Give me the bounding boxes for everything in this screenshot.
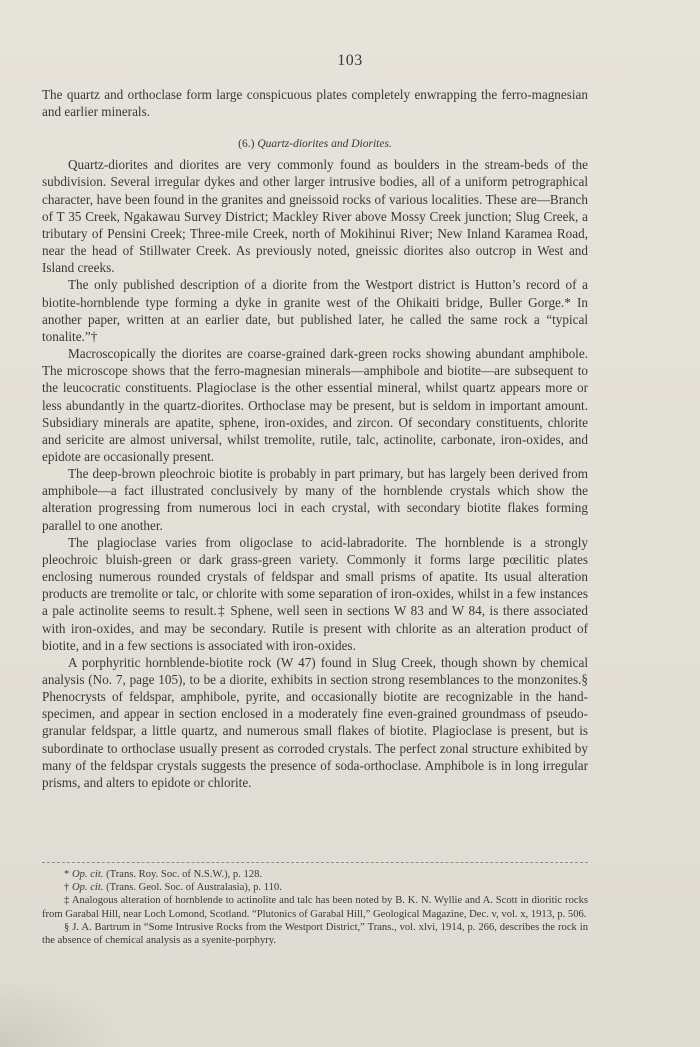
- footnote-text: Analogous alteration of hornblende to actinolite and talc has been noted by B. K. N. Wyllie and A. Scott in dioritic rocks from Garabal Hill, near Loch Lomond, Scotland. “Plutonics of Garabal Hill,” Geological Magazine, Dec. v, vol. x, 1913, p. 506.: [42, 895, 588, 920]
- footnote-text: (Trans. Geol. Soc. of Australasia), p. 110.: [106, 882, 282, 894]
- footnote-mark: *: [64, 869, 70, 880]
- footnote: [42, 868, 588, 881]
- section-number: (6.): [238, 138, 255, 151]
- footnote-text: J. A. Bartrum in “Some Intrusive Rocks from the Westport District,” Trans., vol. xlvi, 1914, p. 266, describes the rock in the absence of chemical analysis as a syenite-porphyry.: [42, 921, 588, 947]
- footnote-mark: †: [64, 882, 70, 894]
- paragraph: Macroscopically the diorites are coarse-grained dark-green rocks showing abundant amphibole. The microscope shows that the ferro-magnesian minerals—amphibole and biotite—are subsequent to the leucocratic constituents. Plagioclase is the other essential mineral, whilst quartz appears more or less abundantly in the quartz-diorites. Orthoclase may be present, but is seldom in important amount. Subsidiary minerals are apatite, sphene, iron-oxides, and zircon. Of secondary constituents, chlorite and sericite are almost universal, whilst tremolite, rutile, talc, actinolite, carbonate, iron-oxides, and epidote are occasionally present.: [42, 346, 588, 464]
- section-title: Quartz-diorites and Diorites.: [257, 138, 392, 151]
- section-heading: [42, 137, 588, 151]
- footnote: [42, 894, 588, 920]
- scan-shadow: [0, 977, 120, 1047]
- paragraph: The plagioclase varies from oligoclase to acid-labradorite. The hornblende is a strongly pleochroic bluish-green or dark grass-green variety. Commonly it forms large pœcilitic plates enclosing numerous rounded crystals of feldspar and small prisms of apatite. Its usual alteration products are tremolite or talc, or chlorite with some separation of iron-oxides, whilst in a few instances a pale actinolite seems to result.‡ Sphene, well seen in sections W 83 and W 84, is there associated with iron-oxides, and may be secondary. Rutile is present with chlorite as an alteration product of biotite, and in a few sections is associated with iron-oxides.: [42, 534, 588, 653]
- footnote-mark: ‡: [64, 895, 70, 907]
- paragraph: The deep-brown pleochroic biotite is probably in part primary, but has largely been derived from amphibole—a fact illustrated conclusively by many of the hornblende crystals which show the alteration progressing from numerous loci in each crystal, with secondary biotite flakes forming parallel to one another.: [42, 466, 588, 533]
- footnote: [42, 921, 588, 947]
- paragraph: The only published description of a diorite from the Westport district is Hutton’s record of a biotite-hornblende type forming a dyke in granite west of the Ohikaiti bridge, Buller Gorge.* In another paper, written at an earlier date, but published later, he called the same rock a “typical tonalite.”†: [42, 277, 588, 344]
- body-text: [42, 86, 588, 791]
- footnote-cite: Op. cit.: [71, 869, 104, 880]
- footnote-mark: §: [64, 921, 70, 933]
- paragraph: A porphyritic hornblende-biotite rock (W 47) found in Slug Creek, though shown by chemical analysis (No. 7, page 105), to be a diorite, exhibits in section strong resemblances to the monzonites.§ Phenocrysts of feldspar, amphibole, pyrite, and occasionally biotite are recognizable in the hand-specimen, and appear in section enclosed in a moderately fine even-grained groundmass of pseudo-granular feldspar, a little quartz, and numerous small flakes of biotite. Plagioclase is present, but is subordinate to orthoclase usually present as corroded crystals. The perfect zonal structure exhibited by many of the feldspar crystals suggests the presence of soda-orthoclase. Amphibole is in long irregular prisms, and alters to epidote or chlorite.: [42, 654, 588, 790]
- paragraph: Quartz-diorites and diorites are very commonly found as boulders in the stream-beds of the subdivision. Several irregular dykes and other larger intrusive bodies, all of a uniform petrographical character, have been found in the granites and gneissoid rocks of various localities. These are—Branch of T 35 Creek, Ngakawau Survey District; Mackley River above Mossy Creek junction; Slug Creek, a tributary of Pensini Creek; Three-mile Creek, north of Mokihinui River; New Inland Karamea Road, near the head of Stillwater Creek. As previously noted, gneissic diorites also outcrop in West and Island creeks.: [42, 157, 588, 276]
- footnote-divider: [42, 862, 588, 863]
- footnote: [42, 881, 588, 894]
- footnotes: [42, 868, 588, 947]
- intro-paragraph: The quartz and orthoclase form large conspicuous plates completely enwrapping the ferro-magnesian and earlier minerals.: [42, 87, 588, 120]
- page-number: 103: [337, 52, 363, 69]
- footnote-text: (Trans. Roy. Soc. of N.S.W.), p. 128.: [106, 869, 263, 880]
- footnote-cite: Op. cit.: [71, 882, 104, 894]
